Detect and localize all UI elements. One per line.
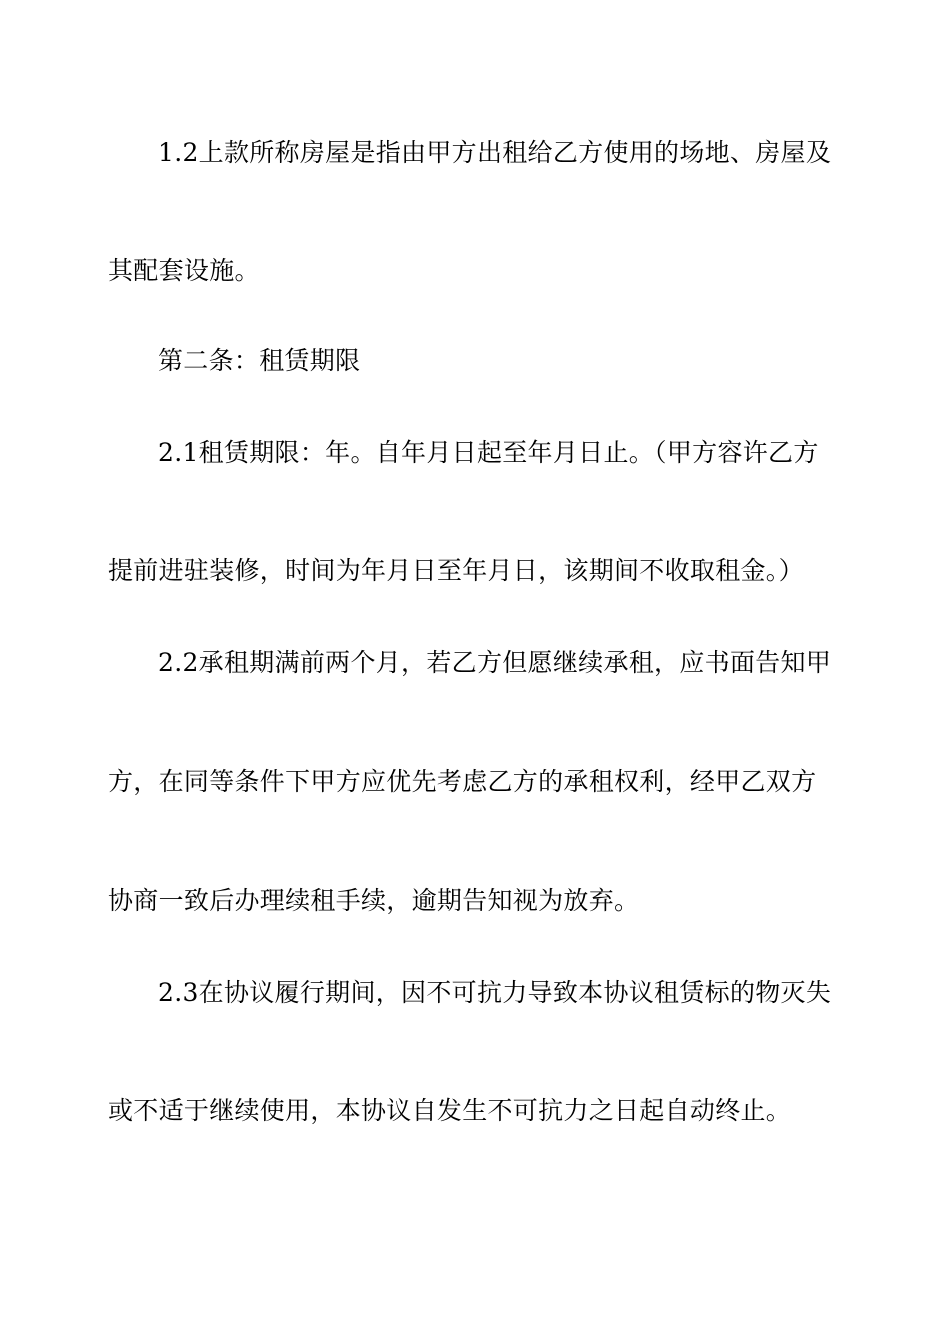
paragraph-1-2-line-2: 其配套设施。 xyxy=(108,256,260,285)
paragraph-2-3-line-2: 或不适于继续使用，本协议自发生不可抗力之日起自动终止。 xyxy=(108,1096,792,1125)
paragraph-2-1-line-2: 提前进驻装修，时间为年月日至年月日，该期间不收取租金。） xyxy=(108,556,804,585)
paragraph-1-2-line-1: 1.2上款所称房屋是指由甲方出租给乙方使用的场地、房屋及 xyxy=(158,138,832,167)
paragraph-2-2-line-2: 方，在同等条件下甲方应优先考虑乙方的承租权利，经甲乙双方 xyxy=(108,767,817,796)
paragraph-2-3-line-1: 2.3在协议履行期间，因不可抗力导致本协议租赁标的物灭失 xyxy=(158,978,832,1007)
section-heading-article-2: 第二条：租赁期限 xyxy=(158,346,361,375)
paragraph-2-1-line-1: 2.1租赁期限：年。自年月日起至年月日止。（甲方容许乙方 xyxy=(158,438,819,467)
paragraph-2-2-line-3: 协商一致后办理续租手续，逾期告知视为放弃。 xyxy=(108,886,640,915)
paragraph-2-2-line-1: 2.2承租期满前两个月，若乙方但愿继续承租，应书面告知甲 xyxy=(158,648,832,677)
